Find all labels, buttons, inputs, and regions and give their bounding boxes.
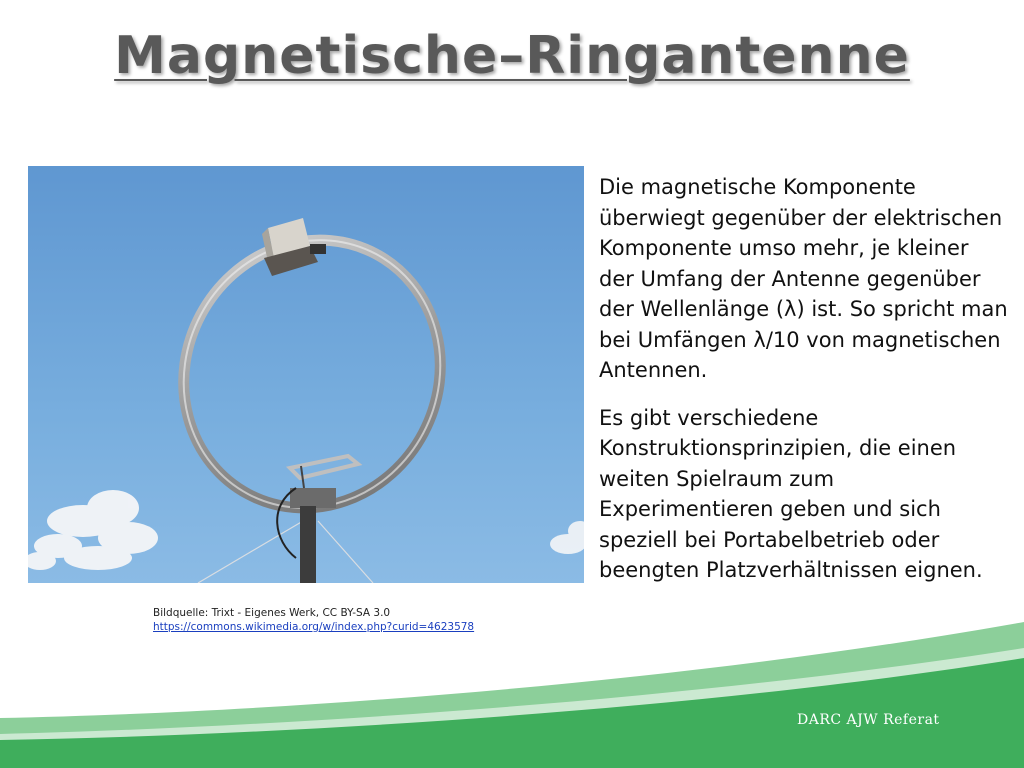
- footer-label: DARC AJW Referat: [797, 712, 940, 728]
- paragraph-1: Die magnetische Komponente überwiegt gegenüber der elektrischen Komponente umso mehr, je kleiner der Umfang der Antenne gegenüber der Wellenlänge (λ) ist. So spricht man bei Umfängen λ/10 von magnetischen Antennen.: [599, 175, 1008, 382]
- antenna-photo-graphic: [28, 166, 584, 583]
- paragraph-2: Es gibt verschiedene Konstruktionsprinzipien, die einen weiten Spielraum zum Experimentieren geben und sich speziell bei Portabelbetrieb oder beengten Platzverhältnissen eignen.: [599, 405, 983, 582]
- body-text: [599, 172, 1009, 603]
- caption-source: Bildquelle: Trixt - Eigenes Werk, CC BY-SA 3.0: [153, 607, 391, 619]
- footer-wave: [0, 600, 1024, 768]
- antenna-photo: [28, 166, 584, 583]
- slide-title: Magnetische–Ringantenne: [114, 26, 910, 86]
- caption-link[interactable]: https://commons.wikimedia.org/w/index.php?curid=4623578: [153, 621, 475, 633]
